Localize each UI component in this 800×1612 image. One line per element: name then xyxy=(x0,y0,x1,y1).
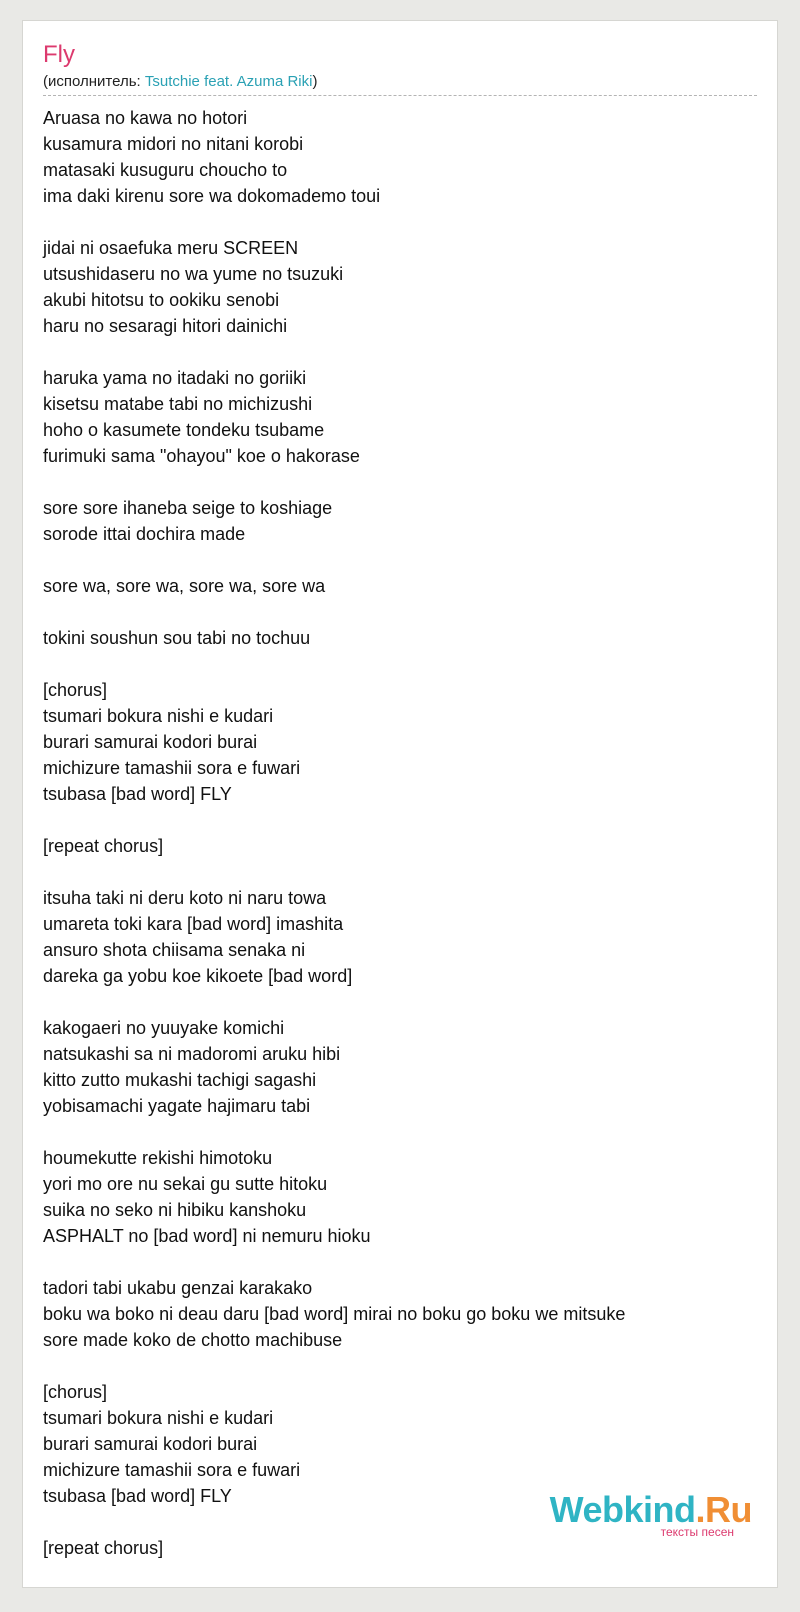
lyric-line: tsumari bokura nishi e kudari xyxy=(43,1408,274,1428)
lyrics-stanza xyxy=(43,1015,763,1119)
artist-link[interactable]: Tsutchie feat. Azuma Riki xyxy=(144,73,313,90)
lyric-line: Aruasa no kawa no hotori xyxy=(43,108,248,128)
lyric-line: jidai ni osaefuka meru SCREEN xyxy=(43,238,299,258)
song-title: Fly xyxy=(43,41,75,68)
lyric-line: matasaki kusuguru choucho to xyxy=(43,160,288,180)
lyric-line: kakogaeri no yuuyake komichi xyxy=(43,1018,285,1038)
lyric-line: tsubasa [bad word] FLY xyxy=(43,1486,232,1506)
logo-tld: .Ru xyxy=(695,1489,752,1530)
lyric-line: michizure tamashii sora e fuwari xyxy=(43,1460,301,1480)
lyrics-stanza xyxy=(43,1535,763,1561)
lyric-line: kusamura midori no nitani korobi xyxy=(43,134,304,154)
lyrics-stanza xyxy=(43,625,763,651)
lyric-line: sore wa, sore wa, sore wa, sore wa xyxy=(43,576,326,596)
lyric-line: tsubasa [bad word] FLY xyxy=(43,784,232,804)
lyric-line: furimuki sama "ohayou" koe o hakorase xyxy=(43,446,360,466)
lyric-line: utsushidaseru no wa yume no tsuzuki xyxy=(43,264,344,284)
lyrics-stanza xyxy=(43,573,763,599)
lyric-line: [repeat chorus] xyxy=(43,1538,164,1558)
lyrics-stanza xyxy=(43,365,763,469)
lyrics-stanza xyxy=(43,833,763,859)
lyric-line: tokini soushun sou tabi no tochuu xyxy=(43,628,311,648)
lyric-line: hoho o kasumete tondeku tsubame xyxy=(43,420,325,440)
lyrics-stanza xyxy=(43,495,763,547)
lyric-line: ima daki kirenu sore wa dokomademo toui xyxy=(43,186,381,206)
lyric-line: houmekutte rekishi himotoku xyxy=(43,1148,273,1168)
lyric-line: michizure tamashii sora e fuwari xyxy=(43,758,301,778)
lyric-line: natsukashi sa ni madoromi aruku hibi xyxy=(43,1044,341,1064)
lyric-line: umareta toki kara [bad word] imashita xyxy=(43,914,344,934)
lyrics-stanza xyxy=(43,885,763,989)
lyric-line: sore sore ihaneba seige to koshiage xyxy=(43,498,333,518)
lyrics-stanza xyxy=(43,235,763,339)
logo-wordmark xyxy=(550,1490,752,1530)
lyric-line: haruka yama no itadaki no goriiki xyxy=(43,368,307,388)
lyrics-text xyxy=(43,105,763,1587)
lyric-line: boku wa boko ni deau daru [bad word] mirai no boku go boku we mitsuke xyxy=(43,1304,626,1324)
lyric-line: yori mo ore nu sekai gu sutte hitoku xyxy=(43,1174,328,1194)
lyric-line: burari samurai kodori burai xyxy=(43,1434,258,1454)
lyrics-stanza xyxy=(43,1145,763,1249)
logo-tagline: тексты песен xyxy=(660,1525,734,1539)
lyric-line: [chorus] xyxy=(43,1382,108,1402)
lyric-line: haru no sesaragi hitori dainichi xyxy=(43,316,288,336)
lyrics-stanza xyxy=(43,677,763,807)
lyrics-stanza xyxy=(43,105,763,209)
lyric-line: kisetsu matabe tabi no michizushi xyxy=(43,394,313,414)
artist-prefix: (исполнитель: xyxy=(43,73,145,90)
lyric-line: sore made koko de chotto machibuse xyxy=(43,1330,343,1350)
lyric-line: burari samurai kodori burai xyxy=(43,732,258,752)
lyrics-card xyxy=(22,20,778,1588)
artist-line xyxy=(43,72,317,92)
lyric-line: tsumari bokura nishi e kudari xyxy=(43,706,274,726)
title-divider xyxy=(43,95,757,96)
lyric-line: ASPHALT no [bad word] ni nemuru hioku xyxy=(43,1226,371,1246)
lyric-line: [repeat chorus] xyxy=(43,836,164,856)
lyric-line: dareka ga yobu koe kikoete [bad word] xyxy=(43,966,353,986)
lyric-line: tadori tabi ukabu genzai karakako xyxy=(43,1278,313,1298)
lyric-line: sorode ittai dochira made xyxy=(43,524,246,544)
artist-suffix: ) xyxy=(312,73,318,90)
lyrics-stanza xyxy=(43,1275,763,1353)
lyric-line: kitto zutto mukashi tachigi sagashi xyxy=(43,1070,317,1090)
lyric-line: yobisamachi yagate hajimaru tabi xyxy=(43,1096,311,1116)
lyric-line: akubi hitotsu to ookiku senobi xyxy=(43,290,280,310)
logo-brand: Webkind xyxy=(549,1489,696,1530)
lyric-line: suika no seko ni hibiku kanshoku xyxy=(43,1200,307,1220)
lyric-line: [chorus] xyxy=(43,680,108,700)
lyric-line: ansuro shota chiisama senaka ni xyxy=(43,940,306,960)
lyric-line: itsuha taki ni deru koto ni naru towa xyxy=(43,888,327,908)
site-logo[interactable] xyxy=(550,1490,752,1538)
